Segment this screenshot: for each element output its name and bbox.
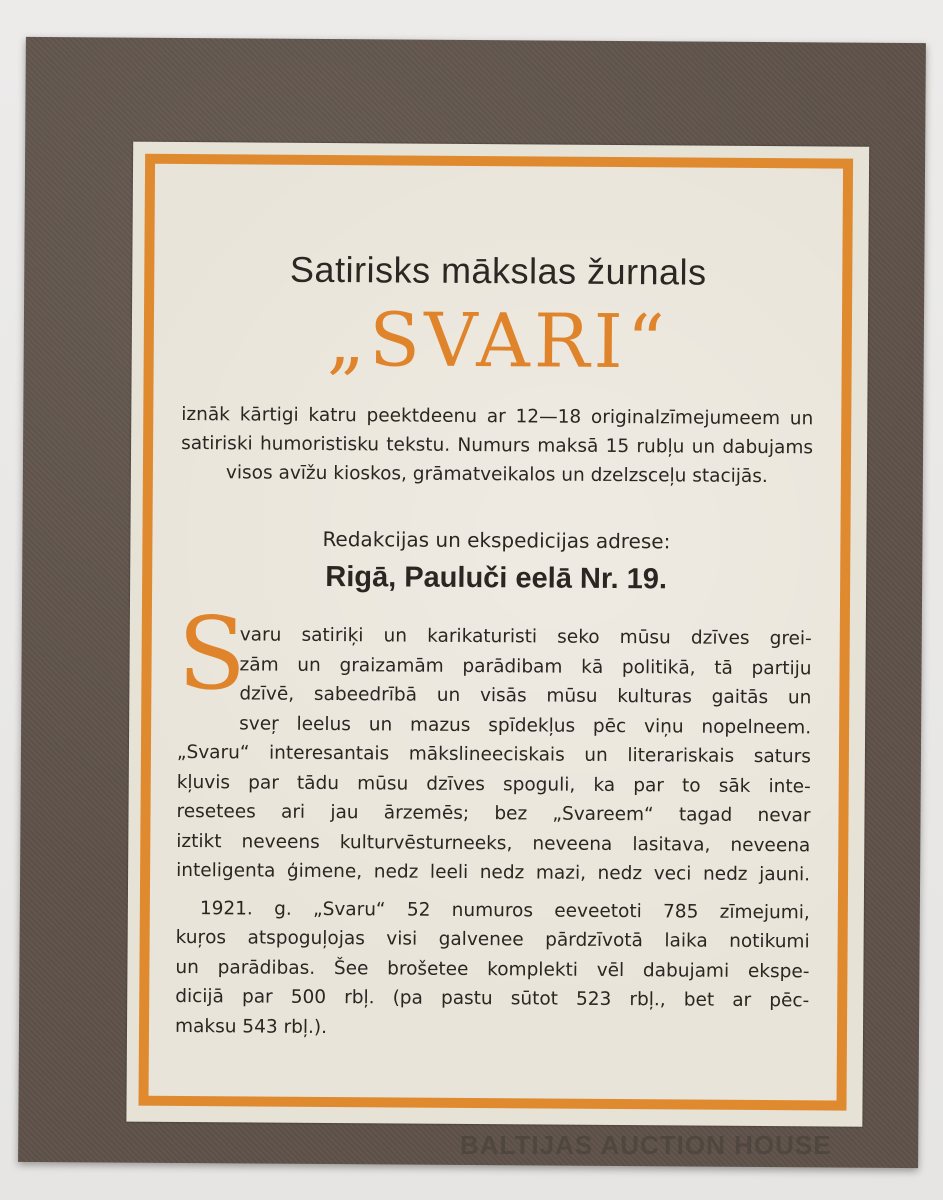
body-paragraph <box>175 620 812 1045</box>
editorial-address: Rigā, Pauluči eelā Nr. 19. <box>325 560 668 596</box>
booklet-back-cover <box>18 37 926 1168</box>
body-line: kļuvis par tādu mūsu dzīves spoguli, ka par to sāk inte- <box>176 771 811 797</box>
intro-paragraph: iznāk kārtigi katru peektdeenu ar 12—18 originalzīmejumeem un satiriski humoristisku tekstu. Numurs maksā 15 rubļu un dabujams visos avīžu kioskos, grāmatveikalos un dzelzsceļu stacijās. <box>181 403 814 488</box>
orange-border-frame <box>138 154 853 1111</box>
address-label: Redakcijas un ekspedicijas adrese: <box>322 526 671 554</box>
magazine-title: „SVARI“ <box>326 296 669 386</box>
body2-line: un parādibas. Šee brošetee komplekti vēl dabujami ekspe- <box>175 956 810 982</box>
body-line: iztikt neveens kulturvēsturneeks, neveena lasitava, neveena <box>176 830 811 856</box>
body-line: zām un graizamām parādibam kā politikā, tā partiju <box>239 653 812 679</box>
auction-house-watermark: BALTIJAS AUCTION HOUSE <box>460 1130 832 1160</box>
advertisement-content <box>173 164 825 1038</box>
body-line: resetees ari jau ārzemēs; bez „Svareem“ tagad nevar <box>176 800 811 827</box>
body-line: sveŗ leelus un mazus spīdekļus pēc viņu nopelneem. <box>239 712 812 738</box>
body-line: varu satiriķi un karikaturisti seko mūsu dzīves grei- <box>239 624 812 650</box>
magazine-subtitle: Satirisks mākslas žurnals <box>289 248 707 293</box>
body-line: inteligenta ģimene, nedz leeli nedz mazi, nedz veci nedz jauni. <box>176 859 811 886</box>
body-line: dzīvē, sabeedrībā un visās mūsu kulturas gaitās un <box>239 683 812 709</box>
body2-line: dicijā par 500 rbļ. (pa pastu sūtot 523 rbļ., bet ar pēc- <box>175 985 810 1012</box>
body2-line: maksu 543 rbļ.). <box>174 1015 328 1038</box>
advertisement-paper <box>126 142 869 1127</box>
drop-cap-letter: S <box>177 594 247 713</box>
body2-line: kuŗos atspoguļojas visi galvenee pārdzīvotā laika notikumi <box>175 926 810 953</box>
body2-line: 1921. g. „Svaru“ 52 numuros eeveetoti 785 zīmejumi, <box>199 897 810 923</box>
body-line: „Svaru“ interesantais mākslineeciskais un literariskais saturs <box>176 741 812 768</box>
